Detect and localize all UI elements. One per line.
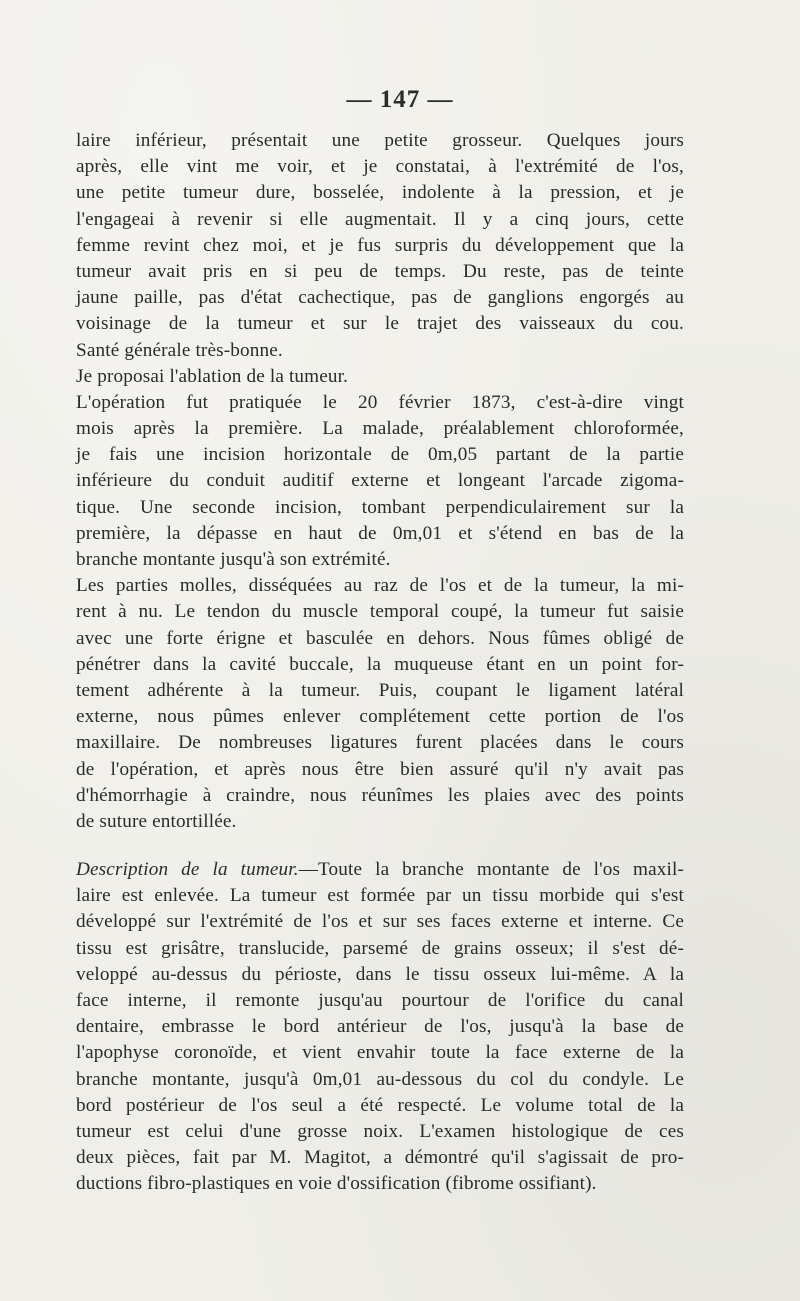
text-line: tique. Une seconde incision, tombant perpendiculairement sur la: [76, 496, 684, 518]
text-line: après, elle vint me voir, et je constatai, à l'extrémité de l'os,: [76, 156, 684, 178]
paragraph-spacer: [76, 835, 684, 857]
text-line: maxillaire. De nombreuses ligatures furent placées dans le cours: [76, 732, 684, 754]
text-line: développé sur l'extrémité de l'os et sur ses faces externe et interne. Ce: [76, 911, 684, 933]
text-line: tissu est grisâtre, translucide, parsemé de grains osseux; il s'est dé-: [76, 937, 684, 959]
paragraph: [76, 573, 684, 835]
text-line: première, la dépasse en haut de 0m,01 et s'étend en bas de la: [76, 522, 684, 544]
text-line: rent à nu. Le tendon du muscle temporal coupé, la tumeur fut saisie: [76, 601, 684, 623]
text-line: Santé générale très-bonne.: [76, 339, 283, 361]
text-line: branche montante jusqu'à son extrémité.: [76, 549, 391, 570]
text-line: [76, 857, 684, 883]
text-line: pénétrer dans la cavité buccale, la muqueuse étant en un point for-: [76, 653, 684, 675]
text-line: de suture entortillée.: [76, 810, 237, 832]
text-line: laire inférieur, présentait une petite grosseur. Quelques jours: [76, 130, 684, 151]
paragraph: [76, 857, 684, 1197]
text-line: Je proposai l'ablation de la tumeur.: [76, 365, 349, 387]
text-line: laire est enlevée. La tumeur est formée par un tissu morbide qui s'est: [76, 885, 684, 907]
text-line: L'opération fut pratiquée le 20 février 1873, c'est-à-dire vingt: [76, 391, 684, 413]
text-line: inférieure du conduit auditif externe et longeant l'arcade zigoma-: [76, 470, 684, 492]
paragraph: [76, 364, 684, 390]
text-line: une petite tumeur dure, bosselée, indolente à la pression, et je: [76, 182, 684, 204]
text-line: tement adhérente à la tumeur. Puis, coupant le ligament latéral: [76, 679, 684, 701]
text-line: ductions fibro-plastiques en voie d'ossification (fibrome ossifiant).: [76, 1173, 597, 1195]
text-line: Les parties molles, disséquées au raz de l'os et de la tumeur, la mi-: [76, 575, 684, 597]
text-line: deux pièces, fait par M. Magitot, a démontré qu'il s'agissait de pro-: [76, 1147, 684, 1169]
text-fragment: —Toute la branche montante de l'os maxil-: [298, 859, 684, 881]
paragraph: [76, 390, 684, 573]
text-line: je fais une incision horizontale de 0m,05 partant de la partie: [76, 444, 684, 466]
text-line: branche montante, jusqu'à 0m,01 au-dessous du col du condyle. Le: [76, 1068, 684, 1090]
page-number: — 147 —: [346, 86, 454, 113]
section-lead: Description de la tumeur.: [76, 859, 299, 881]
text-line: face interne, il remonte jusqu'au pourtour de l'orifice du canal: [76, 990, 684, 1011]
text-line: externe, nous pûmes enlever complétement cette portion de l'os: [76, 706, 684, 728]
text-line: avec une forte érigne et basculée en dehors. Nous fûmes obligé de: [76, 627, 684, 649]
text-line: jaune paille, pas d'état cachectique, pas de ganglions engorgés au: [76, 287, 684, 309]
text-line: mois après la première. La malade, préalablement chloroformée,: [76, 418, 684, 440]
text-line: femme revint chez moi, et je fus surpris du développement que la: [76, 234, 684, 256]
text-line: l'engageai à revenir si elle augmentait. Il y a cinq jours, cette: [76, 208, 684, 230]
paragraph: [76, 128, 684, 364]
text-line: tumeur est celui d'une grosse noix. L'examen histologique de ces: [76, 1120, 684, 1142]
text-line: veloppé au-dessus du périoste, dans le tissu osseux lui-même. A la: [76, 963, 684, 985]
text-line: l'apophyse coronoïde, et vient envahir toute la face externe de la: [76, 1042, 684, 1064]
text-line: tumeur avait pris en si peu de temps. Du reste, pas de teinte: [76, 260, 684, 282]
text-line: de l'opération, et après nous être bien assuré qu'il n'y avait pas: [76, 758, 684, 780]
text-line: bord postérieur de l'os seul a été respecté. Le volume total de la: [76, 1094, 684, 1116]
text-line: voisinage de la tumeur et sur le trajet des vaisseaux du cou.: [76, 313, 684, 335]
text-line: dentaire, embrasse le bord antérieur de l'os, jusqu'à la base de: [76, 1016, 684, 1038]
body-text: [76, 128, 684, 1198]
text-line: d'hémorrhagie à craindre, nous réunîmes les plaies avec des points: [76, 784, 684, 806]
